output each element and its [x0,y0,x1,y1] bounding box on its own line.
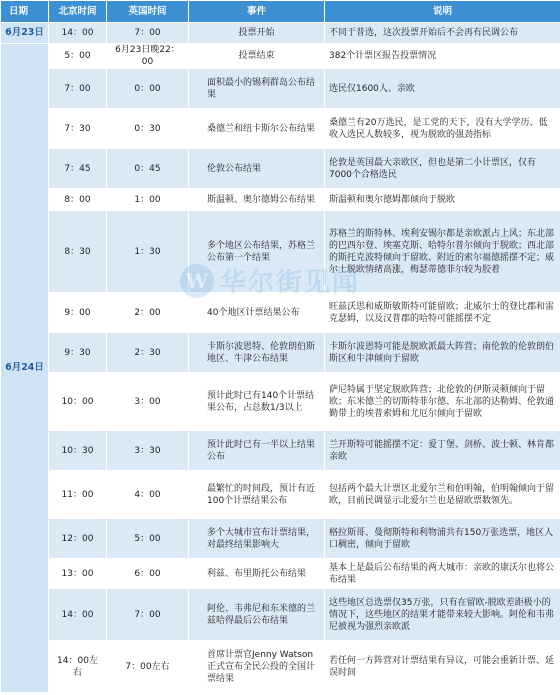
event: 阿伦、韦弗尼和东米德的兰兹哈得最后公布结果 [189,589,325,641]
uk-time: 0：30 [107,109,189,149]
event: 桑德兰和纽卡斯尔公布结果 [189,109,325,149]
uk-time: 6月23日晚22：00 [107,44,189,69]
note: 382个计票区报告投票情况 [325,44,560,69]
table-row [1,23,560,44]
uk-time: 2：00 [107,293,189,333]
event: 40个地区计票结果公布 [189,293,325,333]
table-row [1,293,560,333]
event: 卡斯尔波恩特、伦敦朗伯斯地区、牛津公布结果 [189,333,325,373]
beijing-time: 7：00 [49,69,107,109]
note: 斯温顿和奥尔德姆都倾向于脱欧 [325,189,560,211]
table-row [1,519,560,559]
table-row [1,589,560,641]
table-row [1,641,560,693]
table-row [1,559,560,589]
note: 不同于普选，这次投票开始后不会再有民调公布 [325,23,560,44]
uk-time: 0：00 [107,69,189,109]
beijing-time: 7：45 [49,149,107,189]
uk-time: 5：00 [107,519,189,559]
event: 预计此时已有140个计票结果公布，占总数1/3以上 [189,373,325,431]
event: 利兹、布里斯托公布结果 [189,559,325,589]
beijing-time: 11：00 [49,471,107,519]
uk-time: 7：00左右 [107,641,189,693]
note: 基本上是最后公布结果的两大城市：亲欧的康沃尔也将公布结果 [325,559,560,589]
table-row [1,189,560,211]
uk-time: 0：45 [107,149,189,189]
beijing-time: 14：00 [49,589,107,641]
event: 多个地区公布结果，苏格兰公布第一个结果 [189,211,325,293]
beijing-time: 8：30 [49,211,107,293]
uk-time: 1：00 [107,189,189,211]
note: 桑德兰有20万选民，是工党的天下，没有大学学历、低收入选民人数较多，视为脱欧的强劲指标 [325,109,560,149]
table-row [1,44,560,69]
beijing-time: 14：00左右 [49,641,107,693]
table-row [1,373,560,431]
note: 若任何一方阵营对计票结果有异议，可能会重新计票、延误时间 [325,641,560,693]
uk-time: 4：00 [107,471,189,519]
table-row [1,431,560,471]
note: 萨尼特属于坚定脱欧阵营；北伦敦的伊斯灵顿倾向于留欧；东米德兰的切斯特菲尔德、东北部的达勒姆、伦敦通勤带上的埃普索姆和尤厄尔倾向于留欧 [325,373,560,431]
note: 这些地区总选票仅35万张，只有在留欧-脱欧差距极小的情况下，这些地区的结果才能带来较大影响。阿伦和韦弗尼被视为强烈亲欧派 [325,589,560,641]
note: 包括两个最大计票区北爱尔兰和伯明翰，伯明翰倾向于留欧，目前民调显示北爱尔兰也是留欧票数领先。 [325,471,560,519]
event: 投票结束 [189,44,325,69]
event: 最繁忙的时间段，预计有近100个计票结果公布 [189,471,325,519]
beijing-time: 9：00 [49,293,107,333]
table-row [1,211,560,293]
event: 预计此时已有一半以上结果公布 [189,431,325,471]
event: 多个大城市宣布计票结果，对最终结果影响大 [189,519,325,559]
beijing-time: 10：30 [49,431,107,471]
beijing-time: 8：00 [49,189,107,211]
event: 面积最小的锡利群岛公布结果 [189,69,325,109]
header-beijing-time: 北京时间 [49,1,107,23]
table-row [1,471,560,519]
event: 投票开始 [189,23,325,44]
note: 旺兹沃思和威斯敏斯特可能留欧；北威尔士的登比郡和雷克瑟姆，以及汉普郡的哈特可能摇摆不定 [325,293,560,333]
note: 兰开斯特可能摇摆不定：爱丁堡、剑桥、波士顿、林肯都亲欧 [325,431,560,471]
header-event: 事件 [189,1,325,23]
date-cell: 6月23日 [1,23,49,44]
header-note: 说明 [325,1,560,23]
uk-time: 6：00 [107,559,189,589]
table-row [1,69,560,109]
beijing-time: 13：00 [49,559,107,589]
table-row [1,149,560,189]
note: 格拉斯哥、曼彻斯特和利物浦共有150万张选票，地区人口稠密，倾向于留欧 [325,519,560,559]
event: 伦敦公布结果 [189,149,325,189]
uk-time: 3：00 [107,373,189,431]
table-header [1,1,560,23]
uk-time: 7：00 [107,23,189,44]
event: 首席计票官Jenny Watson正式宣布全民公投的全国计票结果 [189,641,325,693]
uk-time: 7：00 [107,589,189,641]
beijing-time: 12：00 [49,519,107,559]
header-uk-time: 英国时间 [107,1,189,23]
note: 卡斯尔波恩特可能是脱欧派最大阵营；南伦敦的伦敦朗伯斯区和牛津倾向于留欧 [325,333,560,373]
uk-time: 3：30 [107,431,189,471]
beijing-time: 7：30 [49,109,107,149]
note: 苏格兰的斯特林、埃利安锡尔都是亲欧派占上风；东北部的巴西尔登、埃塞克斯、哈特尔普尔倾向于脱欧；西北部的斯托克波特倾向于留欧、附近的索尔福德摇摆不定；威尔士脱欧情绪高涨，梅瑟蒂德菲尔较为胶着 [325,211,560,293]
note: 选民仅1600人、亲欧 [325,69,560,109]
beijing-time: 5：00 [49,44,107,69]
table-row [1,109,560,149]
note: 伦敦是英国最大亲欧区，但也是第二小计票区，仅有7000个合格选民 [325,149,560,189]
uk-time: 1：30 [107,211,189,293]
beijing-time: 9：30 [49,333,107,373]
beijing-time: 14：00 [49,23,107,44]
beijing-time: 10：00 [49,373,107,431]
event: 斯温顿、奥尔德姆公布结果 [189,189,325,211]
header-date: 日期 [1,1,49,23]
date-cell: 6月24日 [1,44,49,693]
uk-time: 2：30 [107,333,189,373]
table-row [1,333,560,373]
